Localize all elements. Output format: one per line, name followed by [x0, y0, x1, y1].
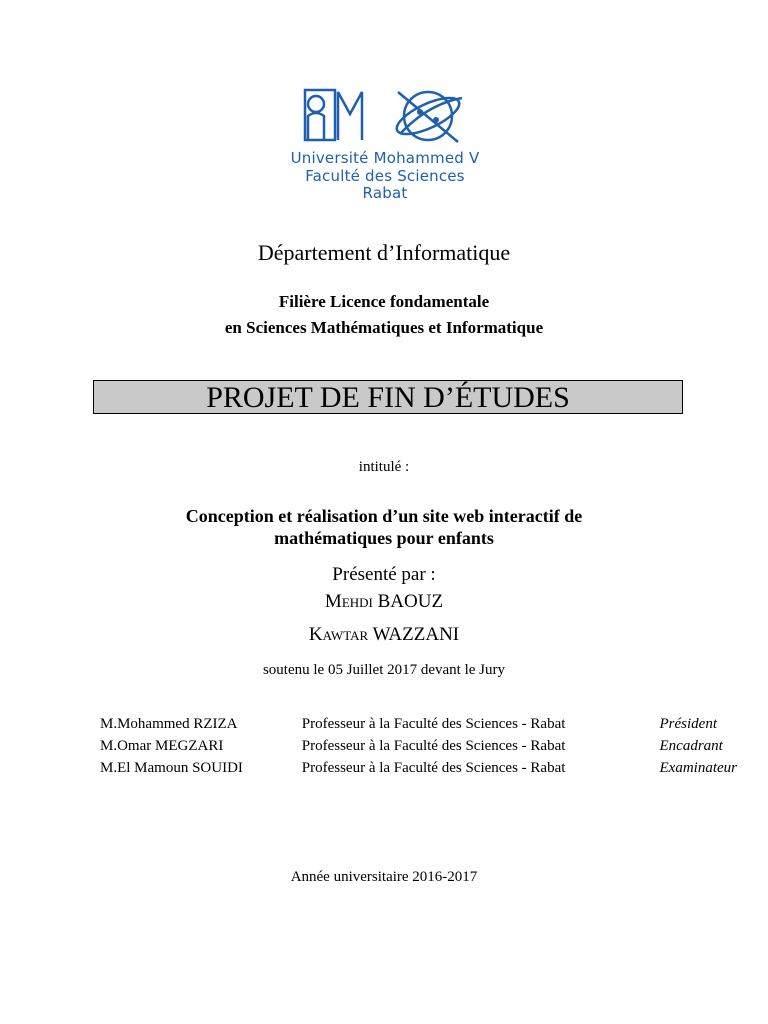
- academic-year: Année universitaire 2016-2017: [290, 869, 478, 885]
- jury-list: [100, 713, 737, 779]
- jury-row: [100, 757, 737, 779]
- presented-by-label: Présenté par :: [332, 564, 436, 585]
- subject-line-2: mathématiques pour enfants: [274, 528, 494, 548]
- program-title: [0, 289, 768, 341]
- project-subject: [0, 505, 768, 549]
- department-title: Département d’Informatique: [257, 240, 511, 265]
- university-logo: [250, 84, 520, 204]
- author-2-first-name: Kawtar: [308, 624, 369, 645]
- jury-member-title: Professeur à la Faculté des Sciences - Rabat: [301, 760, 566, 776]
- project-banner: PROJET DE FIN D’ÉTUDES: [93, 380, 683, 414]
- program-line-2: en Sciences Mathématiques et Informatique: [224, 318, 544, 337]
- jury-row: [100, 713, 737, 735]
- jury-member-role: Examinateur: [659, 760, 737, 776]
- author-1-first-name: Mehdi: [324, 591, 373, 612]
- author-1-last-name: BAOUZ: [377, 591, 444, 612]
- jury-member-name: M.El Mamoun SOUIDI: [100, 760, 243, 776]
- jury-member-title: Professeur à la Faculté des Sciences - Rabat: [301, 738, 566, 754]
- author-2: [0, 624, 768, 646]
- logo-line-3: Rabat: [362, 184, 408, 202]
- jury-member-title: Professeur à la Faculté des Sciences - Rabat: [301, 716, 566, 732]
- logo-line-1: Université Mohammed V: [290, 149, 480, 167]
- jury-member-name: M.Mohammed RZIZA: [100, 716, 238, 732]
- logo-line-2: Faculté des Sciences: [305, 167, 465, 185]
- defense-statement: soutenu le 05 Juillet 2017 devant le Jury: [262, 662, 506, 678]
- author-2-last-name: WAZZANI: [372, 624, 460, 645]
- jury-member-role: Président: [659, 716, 717, 732]
- intitule-label: intitulé :: [358, 459, 410, 475]
- university-emblem-icon: [250, 84, 520, 150]
- jury-row: [100, 735, 737, 757]
- subject-line-1: Conception et réalisation d’un site web interactif de: [185, 506, 583, 526]
- author-1: [0, 591, 768, 613]
- program-line-1: Filière Licence fondamentale: [278, 292, 490, 311]
- jury-member-name: M.Omar MEGZARI: [100, 738, 224, 754]
- jury-member-role: Encadrant: [659, 738, 723, 754]
